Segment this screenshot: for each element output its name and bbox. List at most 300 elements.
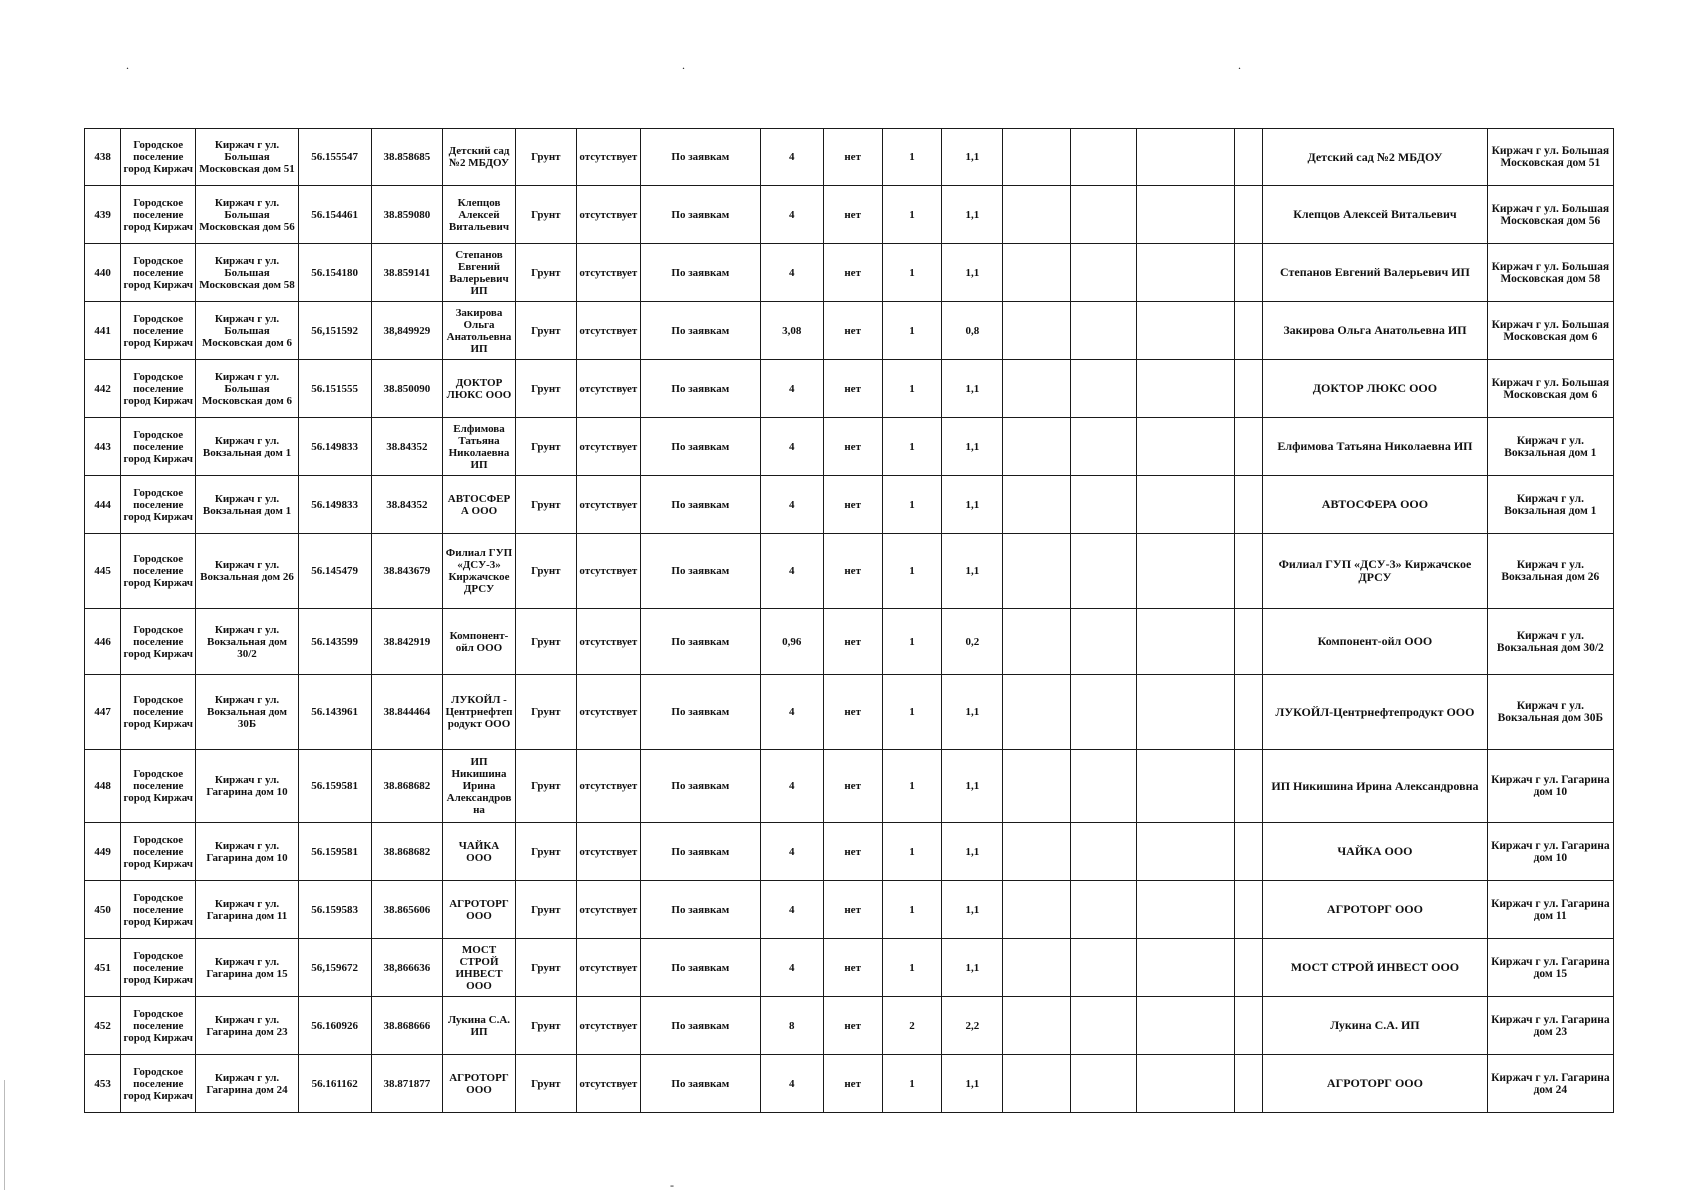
registry-table bbox=[84, 128, 1614, 1113]
schedule-cell: По заявкам bbox=[640, 823, 760, 881]
cover-cell: нет bbox=[823, 609, 882, 675]
table-row bbox=[85, 823, 1614, 881]
volume-cell: 1,1 bbox=[942, 129, 1003, 186]
longitude-cell: 38,866636 bbox=[371, 939, 443, 997]
owner-address-cell: Киржач г ул. Большая Московская дом 6 bbox=[1487, 302, 1613, 360]
empty-cell-4 bbox=[1235, 609, 1263, 675]
empty-cell-3 bbox=[1137, 129, 1235, 186]
owner-cell: АГРОТОРГ ООО bbox=[1263, 1055, 1488, 1113]
empty-cell-2 bbox=[1070, 534, 1136, 609]
empty-cell-3 bbox=[1137, 418, 1235, 476]
empty-cell-4 bbox=[1235, 939, 1263, 997]
latitude-cell: 56,159672 bbox=[298, 939, 371, 997]
surface-cell: Грунт bbox=[515, 997, 576, 1055]
area-cell: 4 bbox=[760, 823, 823, 881]
empty-cell-3 bbox=[1137, 675, 1235, 750]
area-cell: 4 bbox=[760, 534, 823, 609]
short-name-cell: Лукина С.А. ИП bbox=[443, 997, 516, 1055]
owner-address-cell: Киржач г ул. Гагарина дом 11 bbox=[1487, 881, 1613, 939]
owner-cell: ЧАЙКА ООО bbox=[1263, 823, 1488, 881]
container-count-cell: 1 bbox=[882, 418, 942, 476]
schedule-cell: По заявкам bbox=[640, 609, 760, 675]
empty-cell-3 bbox=[1137, 302, 1235, 360]
schedule-cell: По заявкам bbox=[640, 476, 760, 534]
row-number: 446 bbox=[85, 609, 121, 675]
surface-cell: Грунт bbox=[515, 939, 576, 997]
row-number: 438 bbox=[85, 129, 121, 186]
fence-cell: отсутствует bbox=[576, 476, 640, 534]
area-cell: 4 bbox=[760, 418, 823, 476]
latitude-cell: 56.154461 bbox=[298, 186, 371, 244]
volume-cell: 1,1 bbox=[942, 476, 1003, 534]
container-count-cell: 1 bbox=[882, 534, 942, 609]
fence-cell: отсутствует bbox=[576, 244, 640, 302]
area-cell: 4 bbox=[760, 1055, 823, 1113]
container-count-cell: 2 bbox=[882, 997, 942, 1055]
empty-cell-1 bbox=[1003, 244, 1070, 302]
empty-cell-1 bbox=[1003, 360, 1070, 418]
schedule-cell: По заявкам bbox=[640, 675, 760, 750]
latitude-cell: 56.155547 bbox=[298, 129, 371, 186]
address-cell: Киржач г ул. Вокзальная дом 1 bbox=[196, 418, 299, 476]
address-cell: Киржач г ул. Гагарина дом 10 bbox=[196, 750, 299, 823]
area-cell: 4 bbox=[760, 129, 823, 186]
empty-cell-3 bbox=[1137, 186, 1235, 244]
volume-cell: 1,1 bbox=[942, 675, 1003, 750]
table-body bbox=[85, 129, 1614, 1113]
empty-cell-4 bbox=[1235, 823, 1263, 881]
cover-cell: нет bbox=[823, 534, 882, 609]
empty-cell-1 bbox=[1003, 1055, 1070, 1113]
row-number: 449 bbox=[85, 823, 121, 881]
empty-cell-1 bbox=[1003, 675, 1070, 750]
table-row bbox=[85, 939, 1614, 997]
longitude-cell: 38.850090 bbox=[371, 360, 443, 418]
empty-cell-3 bbox=[1137, 881, 1235, 939]
table-row bbox=[85, 244, 1614, 302]
owner-cell: Филиал ГУП «ДСУ-3» Киржачское ДРСУ bbox=[1263, 534, 1488, 609]
scan-mark-bottom: - bbox=[670, 1178, 674, 1192]
short-name-cell: МОСТ СТРОЙ ИНВЕСТ ООО bbox=[443, 939, 516, 997]
empty-cell-3 bbox=[1137, 244, 1235, 302]
longitude-cell: 38.842919 bbox=[371, 609, 443, 675]
table-row bbox=[85, 302, 1614, 360]
surface-cell: Грунт bbox=[515, 881, 576, 939]
settlement-cell: Городское поселение город Киржач bbox=[121, 360, 196, 418]
empty-cell-1 bbox=[1003, 534, 1070, 609]
empty-cell-1 bbox=[1003, 129, 1070, 186]
longitude-cell: 38.868666 bbox=[371, 997, 443, 1055]
empty-cell-1 bbox=[1003, 823, 1070, 881]
schedule-cell: По заявкам bbox=[640, 418, 760, 476]
cover-cell: нет bbox=[823, 997, 882, 1055]
settlement-cell: Городское поселение город Киржач bbox=[121, 823, 196, 881]
address-cell: Киржач г ул. Большая Московская дом 58 bbox=[196, 244, 299, 302]
short-name-cell: АГРОТОРГ ООО bbox=[443, 1055, 516, 1113]
empty-cell-3 bbox=[1137, 534, 1235, 609]
owner-cell: МОСТ СТРОЙ ИНВЕСТ ООО bbox=[1263, 939, 1488, 997]
address-cell: Киржач г ул. Большая Московская дом 6 bbox=[196, 360, 299, 418]
short-name-cell: АГРОТОРГ ООО bbox=[443, 881, 516, 939]
owner-address-cell: Киржач г ул. Вокзальная дом 30Б bbox=[1487, 675, 1613, 750]
longitude-cell: 38.865606 bbox=[371, 881, 443, 939]
address-cell: Киржач г ул. Гагарина дом 11 bbox=[196, 881, 299, 939]
short-name-cell: Елфимова Татьяна Николаевна ИП bbox=[443, 418, 516, 476]
volume-cell: 1,1 bbox=[942, 534, 1003, 609]
table-row bbox=[85, 881, 1614, 939]
table-row bbox=[85, 997, 1614, 1055]
container-count-cell: 1 bbox=[882, 129, 942, 186]
empty-cell-3 bbox=[1137, 360, 1235, 418]
settlement-cell: Городское поселение город Киржач bbox=[121, 750, 196, 823]
row-number: 453 bbox=[85, 1055, 121, 1113]
volume-cell: 1,1 bbox=[942, 750, 1003, 823]
empty-cell-3 bbox=[1137, 823, 1235, 881]
surface-cell: Грунт bbox=[515, 1055, 576, 1113]
area-cell: 4 bbox=[760, 244, 823, 302]
scan-mark-left: . bbox=[126, 58, 129, 72]
fence-cell: отсутствует bbox=[576, 1055, 640, 1113]
empty-cell-1 bbox=[1003, 881, 1070, 939]
fence-cell: отсутствует bbox=[576, 302, 640, 360]
settlement-cell: Городское поселение город Киржач bbox=[121, 609, 196, 675]
schedule-cell: По заявкам bbox=[640, 1055, 760, 1113]
surface-cell: Грунт bbox=[515, 675, 576, 750]
longitude-cell: 38.859080 bbox=[371, 186, 443, 244]
short-name-cell: Степанов Евгений Валерьевич ИП bbox=[443, 244, 516, 302]
area-cell: 8 bbox=[760, 997, 823, 1055]
longitude-cell: 38.843679 bbox=[371, 534, 443, 609]
owner-address-cell: Киржач г ул. Гагарина дом 10 bbox=[1487, 823, 1613, 881]
owner-address-cell: Киржач г ул. Гагарина дом 10 bbox=[1487, 750, 1613, 823]
schedule-cell: По заявкам bbox=[640, 534, 760, 609]
short-name-cell: Клепцов Алексей Витальевич bbox=[443, 186, 516, 244]
volume-cell: 1,1 bbox=[942, 418, 1003, 476]
fence-cell: отсутствует bbox=[576, 939, 640, 997]
table-row bbox=[85, 418, 1614, 476]
owner-address-cell: Киржач г ул. Вокзальная дом 1 bbox=[1487, 476, 1613, 534]
table-row bbox=[85, 186, 1614, 244]
empty-cell-4 bbox=[1235, 476, 1263, 534]
address-cell: Киржач г ул. Большая Московская дом 56 bbox=[196, 186, 299, 244]
short-name-cell: Закирова Ольга Анатольевна ИП bbox=[443, 302, 516, 360]
empty-cell-2 bbox=[1070, 939, 1136, 997]
empty-cell-4 bbox=[1235, 129, 1263, 186]
owner-cell: Компонент-ойл ООО bbox=[1263, 609, 1488, 675]
table-row bbox=[85, 360, 1614, 418]
cover-cell: нет bbox=[823, 186, 882, 244]
empty-cell-3 bbox=[1137, 609, 1235, 675]
row-number: 439 bbox=[85, 186, 121, 244]
longitude-cell: 38.84352 bbox=[371, 418, 443, 476]
scan-edge-line bbox=[4, 1080, 5, 1190]
row-number: 445 bbox=[85, 534, 121, 609]
short-name-cell: Компонент-ойл ООО bbox=[443, 609, 516, 675]
fence-cell: отсутствует bbox=[576, 534, 640, 609]
latitude-cell: 56.145479 bbox=[298, 534, 371, 609]
empty-cell-1 bbox=[1003, 609, 1070, 675]
empty-cell-3 bbox=[1137, 939, 1235, 997]
empty-cell-4 bbox=[1235, 418, 1263, 476]
address-cell: Киржач г ул. Гагарина дом 23 bbox=[196, 997, 299, 1055]
container-count-cell: 1 bbox=[882, 609, 942, 675]
area-cell: 4 bbox=[760, 675, 823, 750]
owner-cell: ИП Никишина Ирина Александровна bbox=[1263, 750, 1488, 823]
volume-cell: 2,2 bbox=[942, 997, 1003, 1055]
address-cell: Киржач г ул. Вокзальная дом 1 bbox=[196, 476, 299, 534]
row-number: 448 bbox=[85, 750, 121, 823]
latitude-cell: 56.143599 bbox=[298, 609, 371, 675]
cover-cell: нет bbox=[823, 823, 882, 881]
table-row bbox=[85, 129, 1614, 186]
address-cell: Киржач г ул. Гагарина дом 24 bbox=[196, 1055, 299, 1113]
container-count-cell: 1 bbox=[882, 302, 942, 360]
empty-cell-3 bbox=[1137, 476, 1235, 534]
fence-cell: отсутствует bbox=[576, 675, 640, 750]
empty-cell-1 bbox=[1003, 302, 1070, 360]
empty-cell-3 bbox=[1137, 750, 1235, 823]
latitude-cell: 56.159583 bbox=[298, 881, 371, 939]
short-name-cell: Филиал ГУП «ДСУ-3» Киржачское ДРСУ bbox=[443, 534, 516, 609]
surface-cell: Грунт bbox=[515, 129, 576, 186]
container-count-cell: 1 bbox=[882, 823, 942, 881]
owner-address-cell: Киржач г ул. Большая Московская дом 58 bbox=[1487, 244, 1613, 302]
volume-cell: 1,1 bbox=[942, 881, 1003, 939]
empty-cell-4 bbox=[1235, 750, 1263, 823]
owner-address-cell: Киржач г ул. Вокзальная дом 26 bbox=[1487, 534, 1613, 609]
owner-cell: ДОКТОР ЛЮКС ООО bbox=[1263, 360, 1488, 418]
owner-cell: АВТОСФЕРА ООО bbox=[1263, 476, 1488, 534]
owner-address-cell: Киржач г ул. Вокзальная дом 30/2 bbox=[1487, 609, 1613, 675]
latitude-cell: 56.154180 bbox=[298, 244, 371, 302]
volume-cell: 0,2 bbox=[942, 609, 1003, 675]
volume-cell: 1,1 bbox=[942, 939, 1003, 997]
owner-cell: Лукина С.А. ИП bbox=[1263, 997, 1488, 1055]
address-cell: Киржач г ул. Гагарина дом 15 bbox=[196, 939, 299, 997]
empty-cell-3 bbox=[1137, 997, 1235, 1055]
cover-cell: нет bbox=[823, 129, 882, 186]
area-cell: 3,08 bbox=[760, 302, 823, 360]
longitude-cell: 38.868682 bbox=[371, 750, 443, 823]
settlement-cell: Городское поселение город Киржач bbox=[121, 244, 196, 302]
settlement-cell: Городское поселение город Киржач bbox=[121, 939, 196, 997]
owner-address-cell: Киржач г ул. Вокзальная дом 1 bbox=[1487, 418, 1613, 476]
empty-cell-2 bbox=[1070, 302, 1136, 360]
empty-cell-2 bbox=[1070, 675, 1136, 750]
volume-cell: 1,1 bbox=[942, 823, 1003, 881]
longitude-cell: 38.858685 bbox=[371, 129, 443, 186]
longitude-cell: 38.868682 bbox=[371, 823, 443, 881]
row-number: 447 bbox=[85, 675, 121, 750]
schedule-cell: По заявкам bbox=[640, 997, 760, 1055]
area-cell: 4 bbox=[760, 476, 823, 534]
cover-cell: нет bbox=[823, 302, 882, 360]
latitude-cell: 56.160926 bbox=[298, 997, 371, 1055]
short-name-cell: ИП Никишина Ирина Александровна bbox=[443, 750, 516, 823]
latitude-cell: 56.143961 bbox=[298, 675, 371, 750]
schedule-cell: По заявкам bbox=[640, 129, 760, 186]
settlement-cell: Городское поселение город Киржач bbox=[121, 186, 196, 244]
address-cell: Киржач г ул. Вокзальная дом 30/2 bbox=[196, 609, 299, 675]
empty-cell-4 bbox=[1235, 186, 1263, 244]
latitude-cell: 56.151555 bbox=[298, 360, 371, 418]
owner-cell: Елфимова Татьяна Николаевна ИП bbox=[1263, 418, 1488, 476]
latitude-cell: 56,151592 bbox=[298, 302, 371, 360]
surface-cell: Грунт bbox=[515, 302, 576, 360]
empty-cell-4 bbox=[1235, 1055, 1263, 1113]
empty-cell-1 bbox=[1003, 750, 1070, 823]
address-cell: Киржач г ул. Большая Московская дом 6 bbox=[196, 302, 299, 360]
empty-cell-4 bbox=[1235, 360, 1263, 418]
fence-cell: отсутствует bbox=[576, 129, 640, 186]
volume-cell: 1,1 bbox=[942, 360, 1003, 418]
table-row bbox=[85, 609, 1614, 675]
surface-cell: Грунт bbox=[515, 244, 576, 302]
owner-address-cell: Киржач г ул. Гагарина дом 15 bbox=[1487, 939, 1613, 997]
empty-cell-4 bbox=[1235, 997, 1263, 1055]
empty-cell-2 bbox=[1070, 997, 1136, 1055]
area-cell: 4 bbox=[760, 881, 823, 939]
longitude-cell: 38.84352 bbox=[371, 476, 443, 534]
schedule-cell: По заявкам bbox=[640, 186, 760, 244]
empty-cell-2 bbox=[1070, 476, 1136, 534]
owner-cell: Закирова Ольга Анатольевна ИП bbox=[1263, 302, 1488, 360]
row-number: 441 bbox=[85, 302, 121, 360]
area-cell: 4 bbox=[760, 186, 823, 244]
empty-cell-2 bbox=[1070, 750, 1136, 823]
fence-cell: отсутствует bbox=[576, 750, 640, 823]
latitude-cell: 56.161162 bbox=[298, 1055, 371, 1113]
row-number: 450 bbox=[85, 881, 121, 939]
empty-cell-1 bbox=[1003, 997, 1070, 1055]
table-row bbox=[85, 476, 1614, 534]
owner-cell: ЛУКОЙЛ-Центрнефтепродукт ООО bbox=[1263, 675, 1488, 750]
volume-cell: 1,1 bbox=[942, 186, 1003, 244]
cover-cell: нет bbox=[823, 939, 882, 997]
latitude-cell: 56.149833 bbox=[298, 418, 371, 476]
address-cell: Киржач г ул. Гагарина дом 10 bbox=[196, 823, 299, 881]
row-number: 443 bbox=[85, 418, 121, 476]
longitude-cell: 38.844464 bbox=[371, 675, 443, 750]
row-number: 444 bbox=[85, 476, 121, 534]
empty-cell-2 bbox=[1070, 881, 1136, 939]
longitude-cell: 38.871877 bbox=[371, 1055, 443, 1113]
container-count-cell: 1 bbox=[882, 244, 942, 302]
settlement-cell: Городское поселение город Киржач bbox=[121, 302, 196, 360]
surface-cell: Грунт bbox=[515, 476, 576, 534]
fence-cell: отсутствует bbox=[576, 418, 640, 476]
volume-cell: 0,8 bbox=[942, 302, 1003, 360]
empty-cell-2 bbox=[1070, 129, 1136, 186]
cover-cell: нет bbox=[823, 881, 882, 939]
owner-cell: Степанов Евгений Валерьевич ИП bbox=[1263, 244, 1488, 302]
surface-cell: Грунт bbox=[515, 609, 576, 675]
empty-cell-2 bbox=[1070, 244, 1136, 302]
container-count-cell: 1 bbox=[882, 476, 942, 534]
empty-cell-4 bbox=[1235, 675, 1263, 750]
table-row bbox=[85, 534, 1614, 609]
empty-cell-2 bbox=[1070, 360, 1136, 418]
cover-cell: нет bbox=[823, 360, 882, 418]
surface-cell: Грунт bbox=[515, 418, 576, 476]
row-number: 451 bbox=[85, 939, 121, 997]
scan-mark-right: . bbox=[1238, 58, 1241, 72]
longitude-cell: 38.859141 bbox=[371, 244, 443, 302]
volume-cell: 1,1 bbox=[942, 244, 1003, 302]
surface-cell: Грунт bbox=[515, 360, 576, 418]
schedule-cell: По заявкам bbox=[640, 939, 760, 997]
settlement-cell: Городское поселение город Киржач bbox=[121, 675, 196, 750]
schedule-cell: По заявкам bbox=[640, 360, 760, 418]
short-name-cell: АВТОСФЕРА ООО bbox=[443, 476, 516, 534]
schedule-cell: По заявкам bbox=[640, 302, 760, 360]
row-number: 440 bbox=[85, 244, 121, 302]
owner-address-cell: Киржач г ул. Большая Московская дом 56 bbox=[1487, 186, 1613, 244]
volume-cell: 1,1 bbox=[942, 1055, 1003, 1113]
row-number: 442 bbox=[85, 360, 121, 418]
container-count-cell: 1 bbox=[882, 1055, 942, 1113]
longitude-cell: 38,849929 bbox=[371, 302, 443, 360]
cover-cell: нет bbox=[823, 244, 882, 302]
container-count-cell: 1 bbox=[882, 360, 942, 418]
empty-cell-4 bbox=[1235, 534, 1263, 609]
surface-cell: Грунт bbox=[515, 823, 576, 881]
settlement-cell: Городское поселение город Киржач bbox=[121, 418, 196, 476]
empty-cell-1 bbox=[1003, 939, 1070, 997]
cover-cell: нет bbox=[823, 476, 882, 534]
row-number: 452 bbox=[85, 997, 121, 1055]
surface-cell: Грунт bbox=[515, 750, 576, 823]
container-count-cell: 1 bbox=[882, 881, 942, 939]
empty-cell-1 bbox=[1003, 476, 1070, 534]
table-row bbox=[85, 1055, 1614, 1113]
container-count-cell: 1 bbox=[882, 186, 942, 244]
empty-cell-1 bbox=[1003, 418, 1070, 476]
settlement-cell: Городское поселение город Киржач bbox=[121, 881, 196, 939]
table-row bbox=[85, 750, 1614, 823]
owner-address-cell: Киржач г ул. Гагарина дом 23 bbox=[1487, 997, 1613, 1055]
short-name-cell: ЛУКОЙЛ - Центрнефтепродукт ООО bbox=[443, 675, 516, 750]
area-cell: 0,96 bbox=[760, 609, 823, 675]
settlement-cell: Городское поселение город Киржач bbox=[121, 129, 196, 186]
latitude-cell: 56.159581 bbox=[298, 823, 371, 881]
cover-cell: нет bbox=[823, 750, 882, 823]
empty-cell-4 bbox=[1235, 244, 1263, 302]
fence-cell: отсутствует bbox=[576, 609, 640, 675]
empty-cell-2 bbox=[1070, 186, 1136, 244]
fence-cell: отсутствует bbox=[576, 186, 640, 244]
short-name-cell: ЧАЙКА ООО bbox=[443, 823, 516, 881]
settlement-cell: Городское поселение город Киржач bbox=[121, 534, 196, 609]
short-name-cell: ДОКТОР ЛЮКС ООО bbox=[443, 360, 516, 418]
fence-cell: отсутствует bbox=[576, 997, 640, 1055]
container-count-cell: 1 bbox=[882, 675, 942, 750]
owner-cell: Клепцов Алексей Витальевич bbox=[1263, 186, 1488, 244]
settlement-cell: Городское поселение город Киржач bbox=[121, 476, 196, 534]
latitude-cell: 56.159581 bbox=[298, 750, 371, 823]
owner-address-cell: Киржач г ул. Гагарина дом 24 bbox=[1487, 1055, 1613, 1113]
cover-cell: нет bbox=[823, 1055, 882, 1113]
settlement-cell: Городское поселение город Киржач bbox=[121, 997, 196, 1055]
empty-cell-1 bbox=[1003, 186, 1070, 244]
area-cell: 4 bbox=[760, 360, 823, 418]
schedule-cell: По заявкам bbox=[640, 881, 760, 939]
area-cell: 4 bbox=[760, 939, 823, 997]
address-cell: Киржач г ул. Вокзальная дом 30Б bbox=[196, 675, 299, 750]
cover-cell: нет bbox=[823, 675, 882, 750]
scan-mark-center: . bbox=[682, 58, 685, 72]
address-cell: Киржач г ул. Большая Московская дом 51 bbox=[196, 129, 299, 186]
